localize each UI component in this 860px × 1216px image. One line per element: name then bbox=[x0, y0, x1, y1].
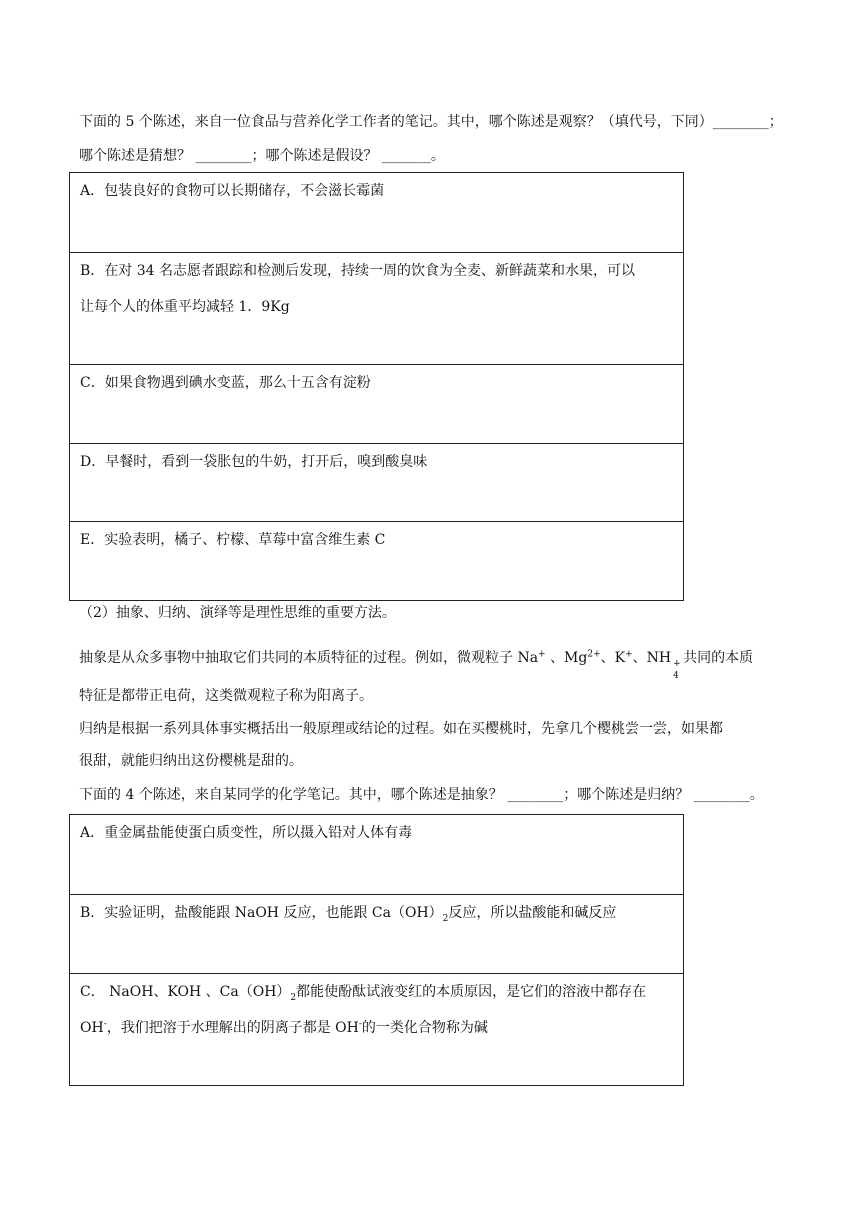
note-b bbox=[70, 894, 683, 973]
statement-d-text: D．早餐时，看到一袋胀包的牛奶，打开后，嗅到酸臭味 bbox=[80, 454, 428, 470]
statement-e bbox=[70, 521, 683, 600]
induction-definition-line-2: 很甜，就能归纳出这份樱桃是甜的。 bbox=[79, 753, 303, 769]
statement-a-text: A．包装良好的食物可以长期储存，不会滋长霉菌 bbox=[80, 183, 385, 199]
note-c bbox=[70, 973, 683, 1085]
statement-a bbox=[70, 173, 683, 252]
question-intro-line-1: 下面的 5 个陈述，来自一位食品与营养化学工作者的笔记。其中，哪个陈述是观察？（填代号，下同）________； bbox=[79, 114, 783, 130]
statements-table-1 bbox=[69, 172, 684, 601]
note-b-text: B．实验证明，盐酸能跟 NaOH 反应，也能跟 $Ca(OH)_2$反应，所以盐酸能和碱反应 bbox=[80, 905, 617, 924]
statements-table-2 bbox=[69, 814, 684, 1086]
abstract-definition-line-1: 抽象是从众多事物中抽取它们共同的本质特征的过程。例如，微观粒子 Na+ 、$Mg^{2+}$、K+、NH + 4 共同的本质 bbox=[79, 649, 754, 681]
note-a bbox=[70, 815, 683, 894]
statement-d bbox=[70, 443, 683, 521]
note-a-text: A．重金属盐能使蛋白质变性，所以摄入铅对人体有毒 bbox=[80, 825, 413, 841]
statement-b-text: B．在对 34 名志愿者跟踪和检测后发现，持续一周的饮食为全麦、新鲜蔬菜和水果，可以 bbox=[80, 263, 636, 279]
question-2: 下面的 4 个陈述，来自某同学的化学笔记。其中，哪个陈述是抽象？ ________；哪个陈述是归纳？ ________。 bbox=[79, 787, 764, 803]
note-c-text: C． NaOH、KOH 、$Ca(OH)_2$都能使酚酞试液变红的本质原因，是它们的溶液中都存在 bbox=[80, 984, 647, 1003]
question-intro-line-2: 哪个陈述是猜想？ ________；哪个陈述是假设？ _______。 bbox=[79, 148, 445, 164]
statement-e-text: E．实验表明，橘子、柠檬、草莓中富含维生素 C bbox=[80, 532, 386, 548]
part2-heading: （2）抽象、归纳、演绎等是理性思维的重要方法。 bbox=[79, 605, 396, 621]
statement-c bbox=[70, 364, 683, 443]
note-c-text-line-2: OH-，我们把溶于水理解出的阴离子都是 OH-的一类化合物称为碱 bbox=[80, 1019, 488, 1036]
induction-definition-line-1: 归纳是根据一系列具体事实概括出一般原理或结论的过程。如在买樱桃时，先拿几个樱桃尝一尝，如果都 bbox=[79, 721, 723, 737]
statement-c-text: C．如果食物遇到碘水变蓝，那么十五含有淀粉 bbox=[80, 375, 371, 391]
abstract-definition-line-2: 特征是都带正电荷，这类微观粒子称为阳离子。 bbox=[79, 688, 373, 704]
statement-b bbox=[70, 252, 683, 364]
statement-b-text-line-2: 让每个人的体重平均减轻 1．9Kg bbox=[80, 299, 290, 315]
